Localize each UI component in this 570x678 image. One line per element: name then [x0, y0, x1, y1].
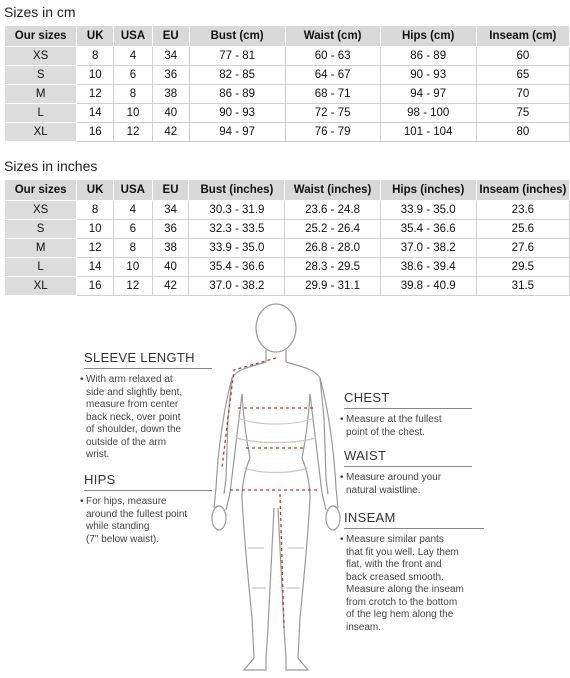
measurement-guide-figure — [58, 298, 538, 674]
table-cell: 4 — [113, 201, 152, 220]
table-cell: 42 — [152, 277, 189, 296]
table-cell: 101 - 104 — [380, 123, 476, 142]
table-cell: 86 - 89 — [189, 85, 285, 104]
inch-section-title: Sizes in inches — [4, 158, 98, 174]
column-header: Our sizes — [5, 180, 77, 201]
table-cell: 29.9 - 31.1 — [285, 277, 380, 296]
inseam-rule — [344, 528, 484, 529]
table-cell: 10 — [77, 220, 114, 239]
table-cell: 38 — [152, 85, 189, 104]
waist-heading: WAIST — [344, 448, 387, 463]
waist-instructions: • Measure around your natural waistline. — [340, 472, 442, 496]
table-cell: 14 — [77, 104, 114, 123]
size-label-cell: L — [5, 104, 77, 123]
table-cell: 31.5 — [476, 277, 569, 296]
table-cell: 29.5 — [476, 258, 569, 277]
table-cell: 10 — [114, 104, 153, 123]
table-cell: 10 — [77, 66, 114, 85]
table-cell: 34 — [152, 47, 189, 66]
sleeve-length-heading: SLEEVE LENGTH — [84, 350, 195, 365]
table-cell: 12 — [114, 123, 153, 142]
column-header: EU — [152, 26, 189, 47]
table-cell: 36 — [152, 66, 189, 85]
table-row — [5, 104, 570, 123]
table-cell: 25.6 — [476, 220, 569, 239]
table-cell: 60 — [476, 47, 569, 66]
table-cell: 98 - 100 — [380, 104, 476, 123]
table-row — [5, 85, 570, 104]
hips-heading: HIPS — [84, 472, 116, 487]
table-cell: 42 — [152, 123, 189, 142]
table-cell: 76 - 79 — [285, 123, 380, 142]
table-cell: 80 — [476, 123, 569, 142]
table-cell: 26.8 - 28.0 — [285, 239, 380, 258]
size-label-cell: M — [5, 85, 77, 104]
table-row — [5, 123, 570, 142]
column-header: USA — [114, 26, 153, 47]
column-header: UK — [77, 180, 114, 201]
column-header: Bust (cm) — [189, 26, 285, 47]
table-cell: 32.3 - 33.5 — [189, 220, 285, 239]
hips-rule — [84, 490, 212, 491]
size-label-cell: S — [5, 220, 77, 239]
table-cell: 36 — [152, 220, 189, 239]
inch-size-table — [4, 179, 570, 296]
column-header: USA — [113, 180, 152, 201]
table-header-row — [5, 26, 570, 47]
bullet-icon: • — [80, 374, 84, 385]
table-cell: 30.3 - 31.9 — [189, 201, 285, 220]
table-cell: 34 — [152, 201, 189, 220]
hips-instructions: • For hips, measure around the fullest point while standing (7" below waist). — [80, 496, 188, 545]
size-label-cell: L — [5, 258, 77, 277]
cm-section-title: Sizes in cm — [4, 4, 76, 20]
column-header: UK — [77, 26, 114, 47]
table-row — [5, 201, 570, 220]
bullet-icon: • — [340, 472, 344, 483]
table-cell: 28.3 - 29.5 — [285, 258, 380, 277]
sleeve-length-rule — [84, 368, 212, 369]
table-cell: 37.0 - 38.2 — [189, 277, 285, 296]
table-cell: 86 - 89 — [380, 47, 476, 66]
table-header-row — [5, 180, 570, 201]
size-label-cell: M — [5, 239, 77, 258]
column-header: Waist (cm) — [285, 26, 380, 47]
table-row — [5, 258, 570, 277]
table-cell: 8 — [77, 201, 114, 220]
table-cell: 27.6 — [476, 239, 569, 258]
column-header: Our sizes — [5, 26, 77, 47]
column-header: EU — [152, 180, 189, 201]
table-cell: 72 - 75 — [285, 104, 380, 123]
table-cell: 6 — [114, 66, 153, 85]
table-row — [5, 47, 570, 66]
table-cell: 4 — [114, 47, 153, 66]
table-cell: 94 - 97 — [380, 85, 476, 104]
sleeve-length-instructions: • With arm relaxed at side and slightly bent, measure from center back neck, over point of shoulder, down the outside of the arm wrist. — [80, 374, 183, 460]
table-cell: 33.9 - 35.0 — [189, 239, 285, 258]
table-cell: 65 — [476, 66, 569, 85]
table-cell: 16 — [77, 123, 114, 142]
size-label-cell: XL — [5, 277, 77, 296]
table-cell: 23.6 — [476, 201, 569, 220]
table-cell: 39.8 - 40.9 — [380, 277, 476, 296]
inseam-instructions: • Measure similar pants that fit you well. Lay them flat, with the front and back creased smooth. Measure along the inseam from crotch to the bottom of the leg hem along the inseam. — [340, 534, 464, 633]
table-cell: 12 — [77, 85, 114, 104]
table-cell: 37.0 - 38.2 — [380, 239, 476, 258]
table-cell: 40 — [152, 104, 189, 123]
table-row — [5, 66, 570, 85]
table-cell: 35.4 - 36.6 — [380, 220, 476, 239]
size-label-cell: XS — [5, 47, 77, 66]
table-row — [5, 220, 570, 239]
table-cell: 35.4 - 36.6 — [189, 258, 285, 277]
bullet-icon: • — [340, 414, 344, 425]
table-cell: 16 — [77, 277, 114, 296]
table-cell: 70 — [476, 85, 569, 104]
table-cell: 77 - 81 — [189, 47, 285, 66]
table-cell: 12 — [113, 277, 152, 296]
table-cell: 25.2 - 26.4 — [285, 220, 380, 239]
table-cell: 6 — [113, 220, 152, 239]
column-header: Bust (inches) — [189, 180, 285, 201]
column-header: Inseam (cm) — [476, 26, 569, 47]
table-cell: 82 - 85 — [189, 66, 285, 85]
table-cell: 90 - 93 — [189, 104, 285, 123]
table-row — [5, 239, 570, 258]
table-cell: 38.6 - 39.4 — [380, 258, 476, 277]
table-cell: 38 — [152, 239, 189, 258]
table-cell: 12 — [77, 239, 114, 258]
column-header: Hips (inches) — [380, 180, 476, 201]
table-cell: 8 — [114, 85, 153, 104]
table-cell: 40 — [152, 258, 189, 277]
table-cell: 90 - 93 — [380, 66, 476, 85]
table-cell: 60 - 63 — [285, 47, 380, 66]
table-row — [5, 277, 570, 296]
bullet-icon: • — [80, 496, 84, 507]
table-cell: 64 - 67 — [285, 66, 380, 85]
chest-instructions: • Measure at the fullest point of the chest. — [340, 414, 442, 438]
table-cell: 14 — [77, 258, 114, 277]
size-label-cell: XL — [5, 123, 77, 142]
table-cell: 75 — [476, 104, 569, 123]
size-label-cell: XS — [5, 201, 77, 220]
size-label-cell: S — [5, 66, 77, 85]
bullet-icon: • — [340, 534, 344, 545]
chest-heading: CHEST — [344, 390, 390, 405]
table-cell: 68 - 71 — [285, 85, 380, 104]
column-header: Hips (cm) — [380, 26, 476, 47]
column-header: Waist (inches) — [285, 180, 380, 201]
table-cell: 23.6 - 24.8 — [285, 201, 380, 220]
cm-size-table — [4, 25, 570, 142]
table-cell: 94 - 97 — [189, 123, 285, 142]
inseam-heading: INSEAM — [344, 510, 396, 525]
chest-rule — [344, 408, 472, 409]
column-header: Inseam (inches) — [476, 180, 569, 201]
table-cell: 10 — [113, 258, 152, 277]
table-cell: 8 — [77, 47, 114, 66]
table-cell: 8 — [113, 239, 152, 258]
waist-rule — [344, 466, 472, 467]
table-cell: 33.9 - 35.0 — [380, 201, 476, 220]
